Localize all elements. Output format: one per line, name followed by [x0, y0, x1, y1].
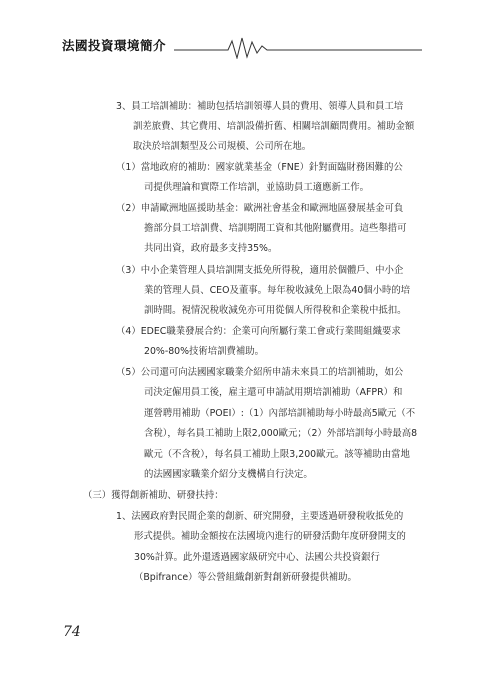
paragraph-line: 司提供理論和實際工作培訓，並協助員工適應新工作。: [144, 182, 370, 193]
page-header: [62, 33, 422, 59]
paragraph-line: 取決於培訓類型及公司規模、公司所在地。: [133, 141, 312, 152]
paragraph-line: 業的管理人員、CEO及董事。每年稅收減免上限為40個小時的培: [144, 285, 411, 296]
paragraph-line: 形式提供。補助金額按在法國境內進行的研發活動年度研發開支的: [134, 531, 406, 542]
paragraph-line: 訓差旅費、其它費用、培訓設備折舊、相關培訓顧問費用。補助金額: [133, 121, 415, 132]
paragraph-line: 3、員工培訓補助：補助包括培訓領導人員的費用、領導人員和員工培: [116, 101, 404, 112]
paragraph-line: 運營聘用補助（POEI）:（1）內部培訓補助每小時最高5歐元（不: [144, 408, 416, 419]
paragraph-line: 司決定僱用員工後，雇主還可申請試用期培訓補助（AFPR）和: [144, 387, 403, 398]
paragraph-line: （5）公司還可向法國國家職業介紹所申請未來員工的培訓補助，如公: [116, 367, 404, 378]
paragraph-line: 含稅），每名員工補助上限2,000歐元；（2）外部培訓每小時最高8: [144, 428, 418, 439]
paragraph-line: （2）申請歐洲地區援助基金：歐洲社會基金和歐洲地區發展基金可負: [116, 203, 404, 214]
paragraph-line: （1）當地政府的補助：國家就業基金（FNE）針對面臨財務困難的公: [116, 162, 403, 173]
paragraph-line: 擔部分員工培訓費、培訓期間工資和其他附屬費用。這些舉措可: [144, 223, 407, 234]
paragraph-line: （4）EDEC職業發展合約：企業可向所屬行業工會或行業間組織要求: [116, 326, 401, 337]
section-heading: （三）獲得創新補助、研發扶持：: [83, 490, 224, 501]
paragraph-line: （3）中小企業管理人員培訓開支抵免所得稅，適用於個體戶、中小企: [116, 265, 404, 276]
paragraph-line: 1、法國政府對民間企業的創新、研究開發，主要透過研發稅收抵免的: [116, 511, 404, 522]
paragraph-line: 的法國國家職業介紹分支機構自行決定。: [144, 469, 313, 480]
paragraph-line: 共同出資，政府最多支持35%。: [144, 243, 278, 254]
page-number: 74: [63, 624, 81, 640]
paragraph-line: 訓時間。視情況稅收減免亦可用從個人所得稅和企業稅中抵扣。: [144, 305, 407, 316]
paragraph-line: 20%-80%技術培訓費補助。: [144, 346, 265, 357]
paragraph-line: （Bpifrance）等公營組織創新對創新研發提供補助。: [134, 572, 357, 583]
header-title: 法國投資環境簡介: [62, 38, 167, 53]
paragraph-line: 歐元（不含稅），每名員工補助上限3,200歐元。該等補助由當地: [144, 449, 410, 460]
paragraph-line: 30%計算。此外還透過國家級研究中心、法國公共投資銀行: [134, 552, 380, 563]
